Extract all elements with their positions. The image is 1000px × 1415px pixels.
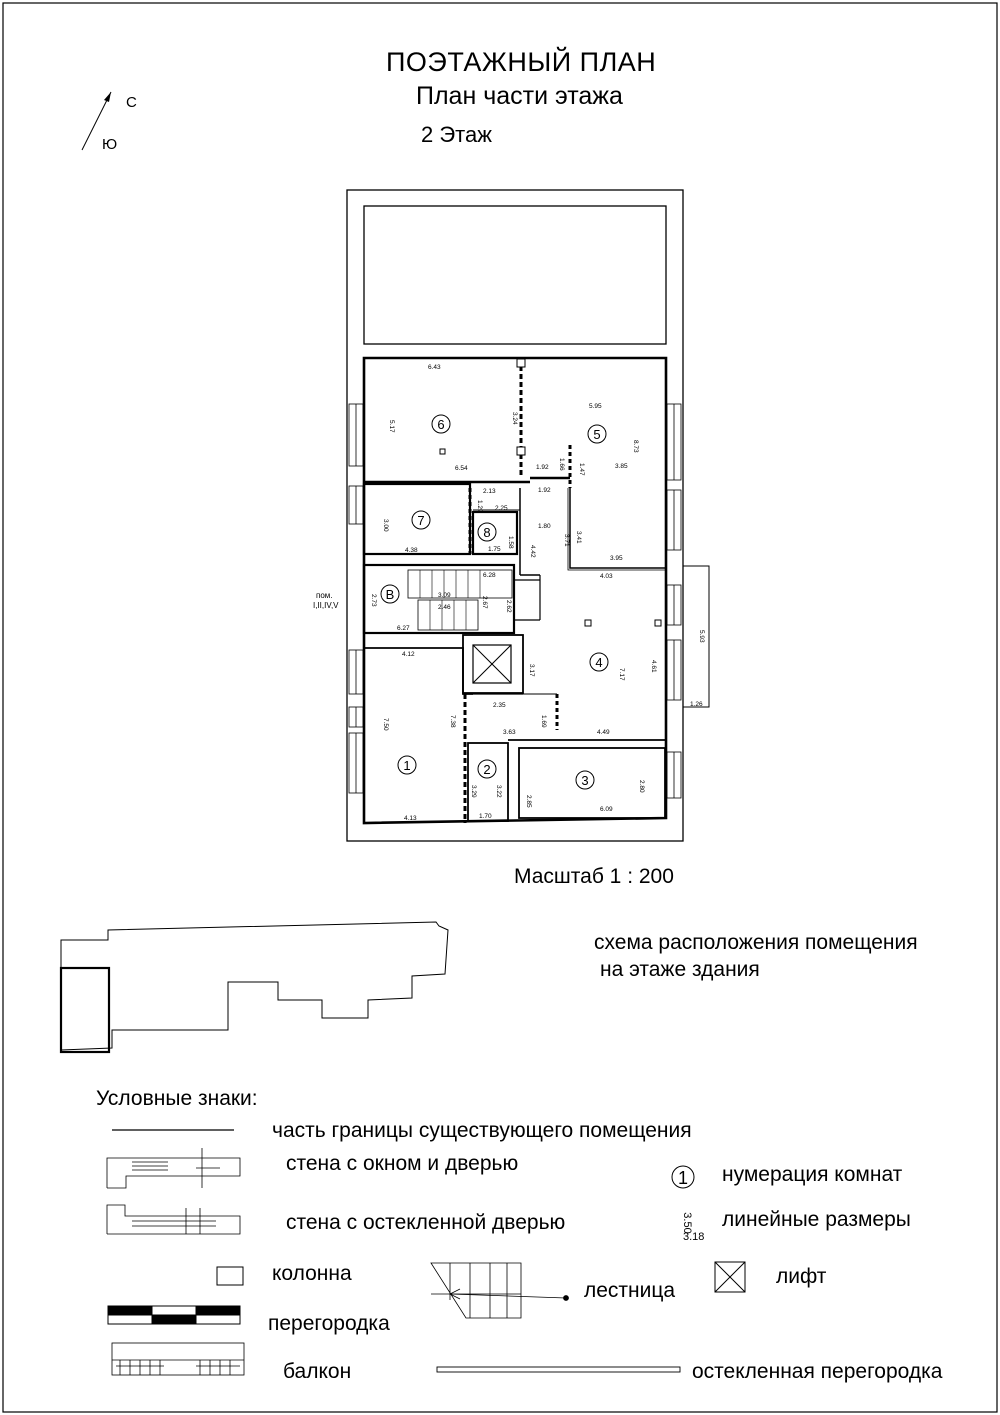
scheme-caption-line2: на этаже здания (600, 958, 760, 981)
dimension-label: 1.58 (507, 536, 514, 549)
elevator-shaft (463, 635, 523, 693)
svg-text:8: 8 (483, 525, 491, 540)
dimension-label: 1.70 (479, 813, 492, 820)
svg-text:7: 7 (417, 513, 425, 528)
svg-text:6: 6 (437, 417, 445, 432)
room-number-2 (478, 760, 496, 778)
dimension-label: 1.69 (540, 715, 547, 728)
dimension-label: 1.47 (578, 463, 585, 476)
left-windows (349, 404, 363, 793)
dimension-label: 4.42 (529, 545, 536, 558)
dimension-label: 2.46 (438, 604, 451, 611)
dimension-label: 1.92 (536, 464, 549, 471)
scheme-caption-line1: схема расположения помещения (594, 931, 918, 954)
stair-label-b (381, 585, 399, 603)
legend-heading: Условные знаки: (96, 1087, 258, 1110)
legend-dim-sample-a: 3.50 (681, 1212, 693, 1234)
room-number-7 (412, 511, 430, 529)
legend-dim-sample-b: 3.18 (683, 1231, 705, 1243)
dimension-label: 3.17 (528, 664, 535, 677)
room-number-5 (588, 425, 606, 443)
legend-wall-window-door-symbol (107, 1148, 240, 1188)
dimension-label: 3.00 (382, 519, 389, 532)
dimension-label: 5.93 (698, 630, 705, 643)
room-numbers (381, 415, 608, 789)
room-number-1 (398, 756, 416, 774)
legend-wall-glazed-door-symbol (107, 1205, 240, 1234)
plan-subtitle: План части этажа (416, 82, 623, 110)
svg-text:4: 4 (595, 655, 603, 670)
dimension-label: 1.75 (488, 546, 501, 553)
dimension-label: 2.85 (525, 795, 532, 808)
upper-area (364, 206, 666, 344)
legend-symbols (107, 1130, 745, 1375)
legend-column-label: колонна (272, 1262, 352, 1285)
dimension-label: 2.67 (481, 596, 488, 609)
compass-south-label: Ю (102, 136, 118, 153)
dimension-label: 3.63 (503, 729, 516, 736)
plan-title: ПОЭТАЖНЫЙ ПЛАН (386, 47, 657, 77)
dimension-label: 7.38 (449, 715, 456, 728)
legend-stairs-label: лестница (584, 1279, 676, 1302)
svg-text:2: 2 (483, 762, 491, 777)
dimension-label: 6.09 (600, 806, 613, 813)
pom-label-line1: пом. (316, 591, 333, 600)
legend-elevator-label: лифт (776, 1265, 827, 1288)
dimension-label: 4.13 (404, 815, 417, 822)
legend-linear-dimensions-label: линейные размеры (722, 1208, 911, 1231)
dimension-label: 6.43 (428, 364, 441, 371)
dimension-label: 3.09 (438, 592, 451, 599)
dimension-label: 5.17 (388, 420, 395, 433)
dimension-label: 1.29 (476, 500, 483, 513)
legend-elevator-symbol (715, 1262, 745, 1292)
dimension-label: 6.28 (483, 572, 496, 579)
building-outline (347, 190, 683, 841)
dimension-label: 3.22 (495, 785, 502, 798)
dimension-label: 4.61 (650, 660, 657, 673)
dimension-label: 3.95 (610, 555, 623, 562)
dimension-label: 1.92 (538, 487, 551, 494)
legend-balcony-symbol (112, 1343, 244, 1375)
room-number-3 (576, 771, 594, 789)
dimension-label: 2.35 (493, 702, 506, 709)
legend-balcony-label: балкон (283, 1360, 352, 1383)
room-2-walls (468, 743, 508, 821)
dimension-label: 3.71 (563, 534, 570, 547)
legend-room-number-sample: 1 (677, 1168, 689, 1188)
dimension-label: 2.73 (370, 594, 377, 607)
dimension-label: 4.49 (597, 729, 610, 736)
compass-arrow-icon (82, 92, 111, 150)
dimension-label: 4.03 (600, 573, 613, 580)
legend-partition-label: перегородка (268, 1312, 390, 1335)
dimension-label: 6.27 (397, 625, 410, 632)
legend-room-numbering-label: нумерация комнат (722, 1163, 903, 1186)
dimension-label: 2.80 (638, 780, 645, 793)
scale-label: Масштаб 1 : 200 (514, 865, 674, 888)
dimension-label: 8.73 (632, 440, 639, 453)
dimension-label: 6.54 (455, 465, 468, 472)
legend-wall-glazed-door-label: стена с остекленной дверью (286, 1211, 566, 1234)
legend-glazed-partition-symbol (437, 1367, 680, 1372)
svg-text:5: 5 (593, 427, 601, 442)
pom-label-line2: I,II,IV,V (313, 601, 339, 610)
dimension-label: 2.62 (505, 600, 512, 613)
right-windows (667, 404, 681, 798)
column (585, 620, 591, 626)
svg-text:1: 1 (403, 758, 411, 773)
dimension-label: 4.38 (405, 547, 418, 554)
legend-partition-symbol (108, 1306, 240, 1324)
dimension-label: 1.66 (558, 458, 565, 471)
floor-label: 2 Этаж (421, 122, 492, 147)
dimension-label: 2.13 (483, 488, 496, 495)
dimension-label: 5.95 (589, 403, 602, 410)
dimension-label: 3.41 (575, 531, 582, 544)
floor-plan (347, 190, 709, 841)
dimension-label: 4.12 (402, 651, 415, 658)
compass-north-label: С (126, 94, 137, 111)
dimension-label: 3.24 (511, 412, 518, 425)
legend-column-symbol (217, 1267, 243, 1285)
dimension-label: 7.17 (618, 668, 625, 681)
svg-text:В: В (385, 587, 395, 602)
dimension-label: 7.50 (382, 718, 389, 731)
room-number-4 (590, 653, 608, 671)
legend-glazed-partition-label: остекленная перегородка (692, 1360, 943, 1383)
room-number-6 (432, 415, 450, 433)
building-scheme (61, 922, 448, 1052)
dimension-label: 1.80 (538, 523, 551, 530)
legend-boundary-label: часть границы существующего помещения (272, 1119, 692, 1142)
legend-wall-window-door-label: стена с окном и дверью (286, 1152, 519, 1175)
legend-stairs-symbol (431, 1263, 569, 1318)
dimension-label: 1.26 (690, 701, 703, 708)
dimension-label: 2.25 (495, 505, 508, 512)
svg-text:3: 3 (581, 773, 589, 788)
room-number-8 (478, 523, 496, 541)
highlighted-part (61, 968, 109, 1052)
dimension-label: 3.85 (615, 463, 628, 470)
dimension-label: 3.29 (470, 785, 477, 798)
